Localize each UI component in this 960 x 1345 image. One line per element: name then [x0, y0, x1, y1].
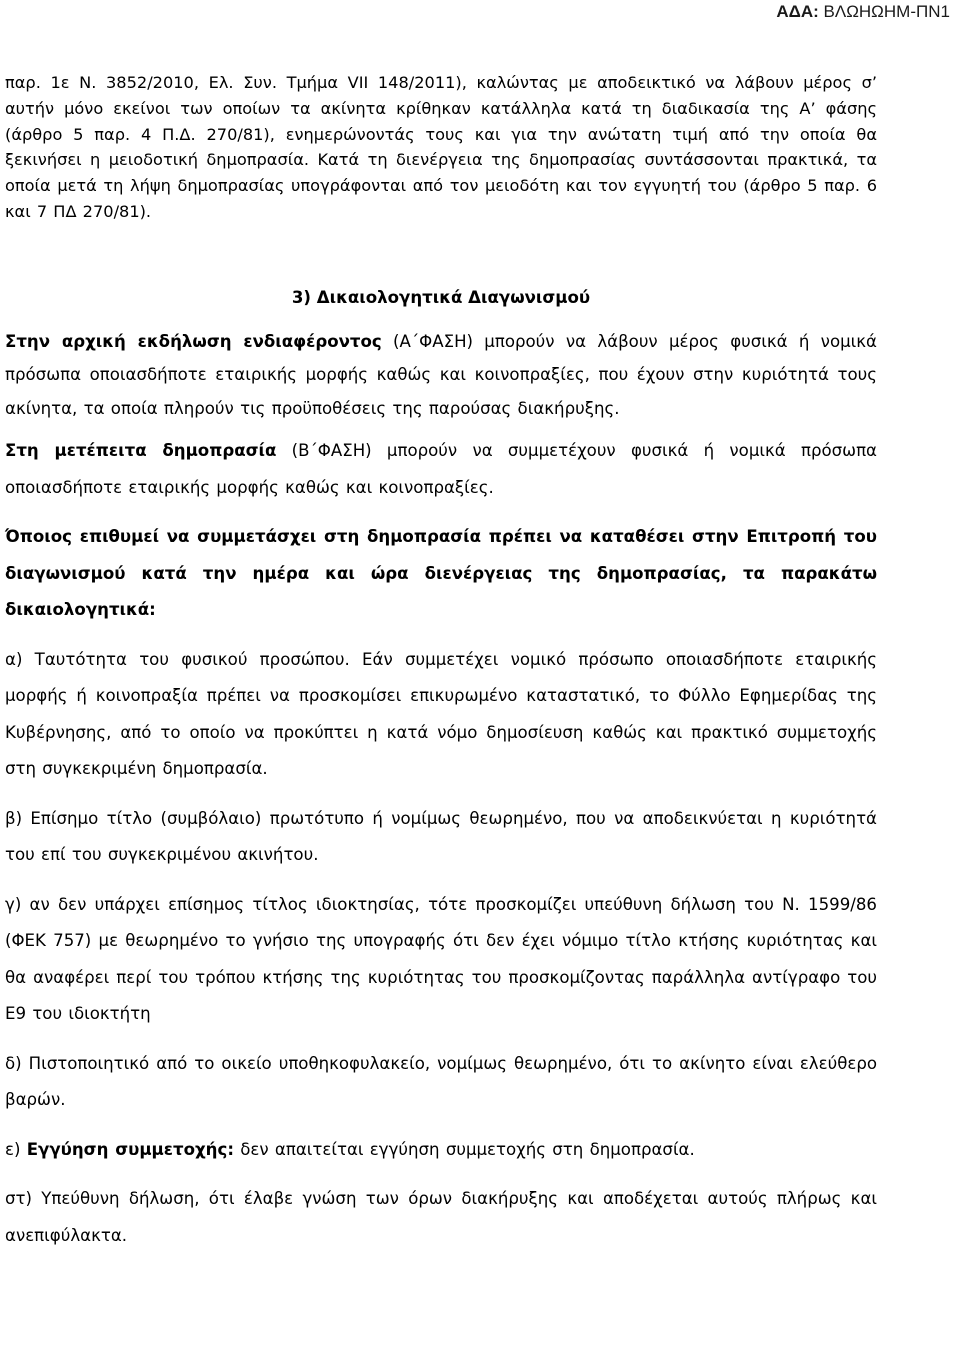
requirements-intro: Όποιος επιθυμεί να συμμετάσχει στη δημοπρασία πρέπει να καταθέσει στην Επιτροπή του διαγωνισμού κατά την ημέρα και ώρα διενέργειας της δημοπρασίας, τα παρακάτω δικαιολογητικά:	[5, 527, 877, 620]
item-st: στ) Υπεύθυνη δήλωση, ότι έλαβε γνώση των όρων διακήρυξης και αποδέχεται αυτούς πλήρως και ανεπιφύλακτα.	[5, 1189, 877, 1245]
ada-label: ΑΔΑ:	[776, 2, 819, 21]
document-code	[776, 2, 950, 22]
intro-paragraph: παρ. 1ε Ν. 3852/2010, Ελ. Συν. Τμήμα VII 148/2011), καλώντας με αποδεικτικό να λάβουν μέρος σ’ αυτήν μόνο εκείνοι των οποίων τα ακίνητα κρίθηκαν κατάλληλα κατά τη διαδικασία της Α’ φάσης (άρθρο 5 παρ. 4 Π.Δ. 270/81), ενημερώνοντάς τους και για την ανώτατη τιμή από την οποία θα ξεκινήσει η μειοδοτική δημοπρασία. Κατά τη διενέργεια της δημοπρασίας συντάσσονται πρακτικά, τα οποία μετά τη λήψη δημοπρασίας υπογράφονται από τον μειοδότη και τον εγγυητή του (άρθρο 5 παρ. 6 και 7 ΠΔ 270/81).	[5, 73, 877, 221]
item-e-label: Εγγύηση συμμετοχής:	[26, 1139, 234, 1159]
section-heading: 3) Δικαιολογητικά Διαγωνισμού	[291, 287, 591, 307]
item-e-text: δεν απαιτείται εγγύηση συμμετοχής στη δημοπρασία.	[233, 1139, 695, 1159]
first-phase-text: (Α΄ΦΑΣΗ) μπορούν να λάβουν μέρος φυσικά ή νομικά πρόσωπα οποιασδήποτε εταιρικής μορφής καθώς και κοινοπραξίες, που έχουν στην κυριότητά τους ακίνητα, τα οποία πληρούν τις προϋποθέσεις της παρούσας διακήρυξης.	[5, 331, 877, 418]
item-a: α) Ταυτότητα του φυσικού προσώπου. Εάν συμμετέχει νομικό πρόσωπο οποιασδήποτε εταιρικής μορφής ή κοινοπραξία πρέπει να προσκομίσει επικυρωμένο καταστατικό, το Φύλλο Εφημερίδας της Κυβέρνησης, από το οποίο να προκύπτει η κατά νόμο δημοσίευση καθώς και πρακτικό συμμετοχής στη συγκεκριμένη δημοπρασία.	[5, 649, 877, 779]
first-phase-label: Στην αρχική εκδήλωση ενδιαφέροντος	[5, 331, 382, 351]
item-e-prefix: ε)	[5, 1139, 27, 1159]
document-body	[5, 70, 877, 1254]
ada-value: ΒΛΩΗΩΗΜ-ΠΝ1	[823, 2, 950, 21]
first-phase-paragraph	[5, 325, 877, 426]
item-e	[5, 1132, 877, 1169]
item-d: δ) Πιστοποιητικό από το οικείο υποθηκοφυλακείο, νομίμως θεωρημένο, ότι το ακίνητο είναι ελεύθερο βαρών.	[5, 1053, 877, 1110]
second-phase-paragraph	[5, 433, 877, 506]
item-b: β) Επίσημο τίτλο (συμβόλαιο) πρωτότυπο ή νομίμως θεωρημένο, που να αποδεικνύεται η κυριότητά του επί του συγκεκριμένου ακινήτου.	[5, 808, 877, 865]
item-c: γ) αν δεν υπάρχει επίσημος τίτλος ιδιοκτησίας, τότε προσκομίζει υπεύθυνη δήλωση του Ν. 1599/86 (ΦΕΚ 757) με θεωρημένο το γνήσιο της υπογραφής ότι δεν έχει νόμιμο τίτλο κτήσης κυριότητας και θα αναφέρει περί του τρόπου κτήσης της κυριότητας του προσκομίζοντας παράλληλα αντίγραφο του Ε9 του ιδιοκτήτη	[5, 894, 877, 1024]
second-phase-text: (Β΄ΦΑΣΗ) μπορούν να συμμετέχουν φυσικά ή νομικά πρόσωπα οποιασδήποτε εταιρικής μορφής καθώς και κοινοπραξίες.	[5, 441, 877, 497]
second-phase-label: Στη μετέπειτα δημοπρασία	[5, 441, 277, 461]
